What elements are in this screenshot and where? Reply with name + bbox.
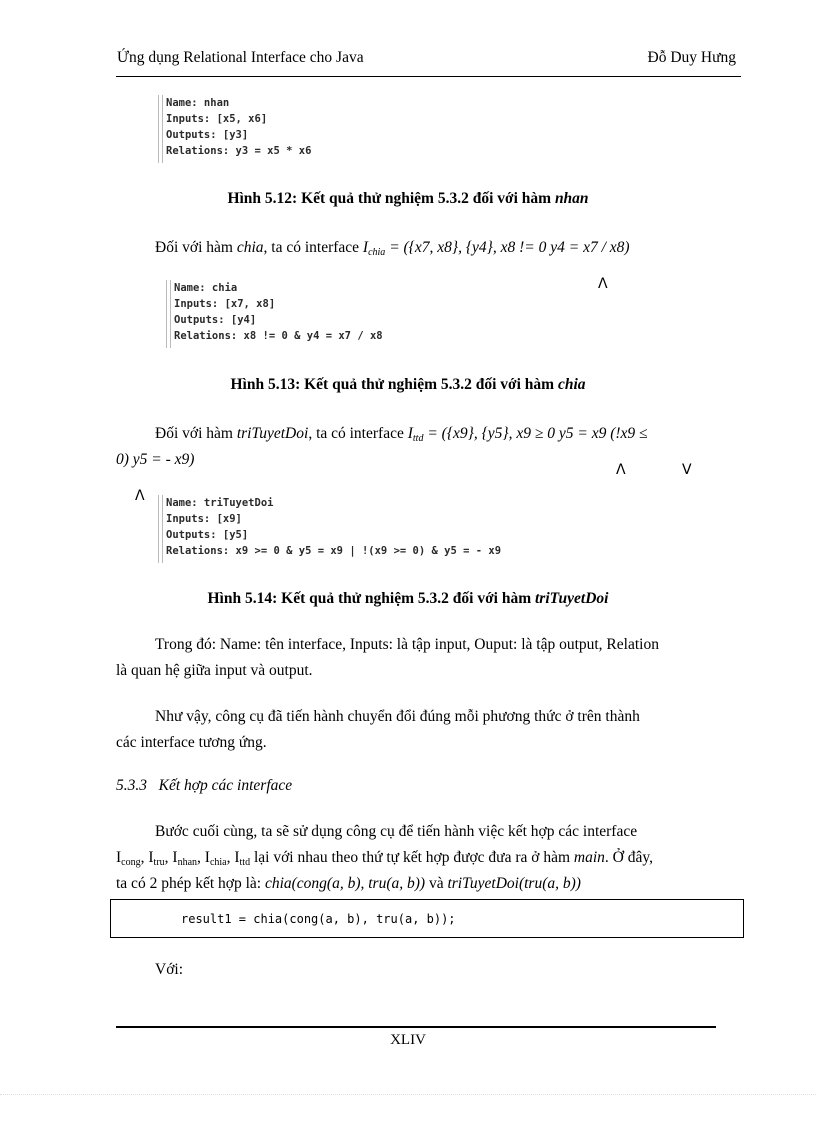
logical-and-symbol: Λ: [616, 462, 626, 478]
page-edge: [0, 1094, 816, 1095]
para-text: lại với nhau theo thứ tự kết hợp được đưa ra ở hàm: [250, 849, 574, 866]
interface-symbol: I: [407, 425, 413, 442]
page-number: XLIV: [390, 1032, 426, 1048]
figure-caption-5-13: [0, 376, 816, 394]
code-line: result1 = chia(cong(a, b), tru(a, b));: [181, 912, 456, 926]
console-line: Inputs: [x7, x8]: [174, 298, 276, 310]
console-line: Name: nhan: [166, 97, 230, 109]
figure-caption-5-12: [0, 190, 816, 208]
console-line: Relations: x8 != 0 & y4 = x7 / x8: [174, 330, 383, 342]
interface-symbol: I: [148, 849, 154, 866]
interface-symbol: I: [362, 239, 369, 256]
interface-symbol: I: [116, 849, 122, 866]
composition-expression: chia(cong(a, b), tru(a, b)): [264, 875, 426, 892]
running-header-author: Đỗ Duy Hưng: [647, 49, 736, 66]
paragraph-buoc-line2: $I_{cong}$, $I_{tru}$, $I_{nhan}$, $I_{chia}$, $I_{ttd}$ lại với nhau theo thứ tự kết hợp được đưa ra ở hàm main. Ở đây,: [116, 849, 653, 868]
console-gutter: [166, 280, 171, 348]
para-text: Đối với hàm: [155, 425, 237, 442]
caption-function: triTuyetDoi: [535, 590, 609, 607]
section-heading: [116, 777, 292, 795]
interface-formula: = ({x9}, {y5}, x9 ≥ 0 y5 = x9 (!x9 ≤: [423, 425, 648, 442]
interface-subscript: cong: [121, 857, 141, 868]
console-line: Inputs: [x9]: [166, 513, 242, 525]
interface-symbol: I: [172, 849, 178, 866]
interface-subscript: chia: [209, 857, 227, 868]
header-divider: [116, 76, 741, 77]
composition-expression: triTuyetDoi(tru(a, b)): [447, 875, 581, 892]
function-name: chia: [236, 239, 264, 256]
para-text: . Ở đây,: [604, 849, 653, 866]
console-output-nhan: [158, 95, 458, 163]
console-line: Relations: y3 = x5 * x6: [166, 145, 312, 157]
caption-text: Hình 5.14: Kết quả thử nghiệm 5.3.2 đối với hàm: [207, 590, 535, 607]
section-number: 5.3.3: [116, 777, 147, 794]
paragraph-buoc-line1: Bước cuối cùng, ta sẽ sử dụng công cụ để tiến hành việc kết hợp các interface: [155, 823, 638, 840]
paragraph-voi: Với:: [155, 961, 184, 978]
interface-formula: 0) y5 = - x9): [116, 451, 195, 468]
caption-function: chia: [557, 376, 586, 393]
logical-or-symbol: V: [682, 462, 692, 478]
interface-subscript: tru: [153, 857, 165, 868]
console-gutter: [158, 95, 163, 163]
footer-divider: [116, 1026, 716, 1028]
console-gutter: [158, 495, 163, 563]
paragraph-buoc-line3: [116, 871, 741, 897]
paragraph-chia: [155, 235, 745, 266]
figure-caption-5-14: [0, 590, 816, 608]
running-header-title: Ứng dụng Relational Interface cho Java: [117, 49, 364, 66]
console-line: Relations: x9 >= 0 & y5 = x9 | !(x9 >= 0) & y5 = - x9: [166, 545, 502, 557]
interface-subscript: nhan: [177, 857, 198, 868]
caption-text: Hình 5.12: Kết quả thử nghiệm 5.3.2 đối với hàm: [227, 190, 555, 207]
caption-text: Hình 5.13: Kết quả thử nghiệm 5.3.2 đối với hàm: [230, 376, 558, 393]
console-line: Outputs: [y3]: [166, 129, 249, 141]
console-line: Inputs: [x5, x6]: [166, 113, 268, 125]
para-text: Đối với hàm: [155, 239, 237, 256]
console-output-trituyetdoi: [158, 495, 578, 563]
para-text: , ta có interface: [263, 239, 363, 256]
function-name: main: [573, 849, 605, 866]
console-line: Name: triTuyetDoi: [166, 497, 274, 509]
paragraph-nhuvay-line2: các interface tương ứng.: [116, 734, 267, 751]
console-line: Name: chia: [174, 282, 238, 294]
console-output-chia: [166, 280, 466, 348]
para-text: và: [425, 875, 448, 892]
paragraph-trongdo-line2: là quan hệ giữa input và output.: [116, 662, 313, 679]
logical-and-symbol: Λ: [135, 488, 145, 504]
function-name: triTuyetDoi: [236, 425, 309, 442]
console-line: Outputs: [y4]: [174, 314, 257, 326]
code-block: [110, 899, 744, 938]
section-title: Kết hợp các interface: [158, 777, 293, 794]
logical-and-symbol: Λ: [598, 276, 608, 292]
caption-function: nhan: [554, 190, 589, 207]
interface-subscript: chia: [368, 247, 386, 258]
para-text: ta có 2 phép kết hợp là:: [116, 875, 265, 892]
interface-subscript: ttd: [412, 433, 424, 444]
console-line: Outputs: [y5]: [166, 529, 249, 541]
interface-symbol: I: [204, 849, 210, 866]
paragraph-trituyetdoi-line2: [116, 447, 516, 473]
interface-symbol: I: [234, 849, 240, 866]
paragraph-trongdo-line1: Trong đó: Name: tên interface, Inputs: là tập input, Ouput: là tập output, Relation: [155, 636, 659, 653]
para-text: , ta có interface: [308, 425, 408, 442]
paragraph-nhuvay-line1: Như vậy, công cụ đã tiến hành chuyển đổi đúng mỗi phương thức ở trên thành: [155, 708, 640, 725]
interface-formula: = ({x7, x8}, {y4}, x8 != 0 y4 = x7 / x8): [385, 239, 630, 256]
interface-subscript: ttd: [239, 857, 251, 868]
